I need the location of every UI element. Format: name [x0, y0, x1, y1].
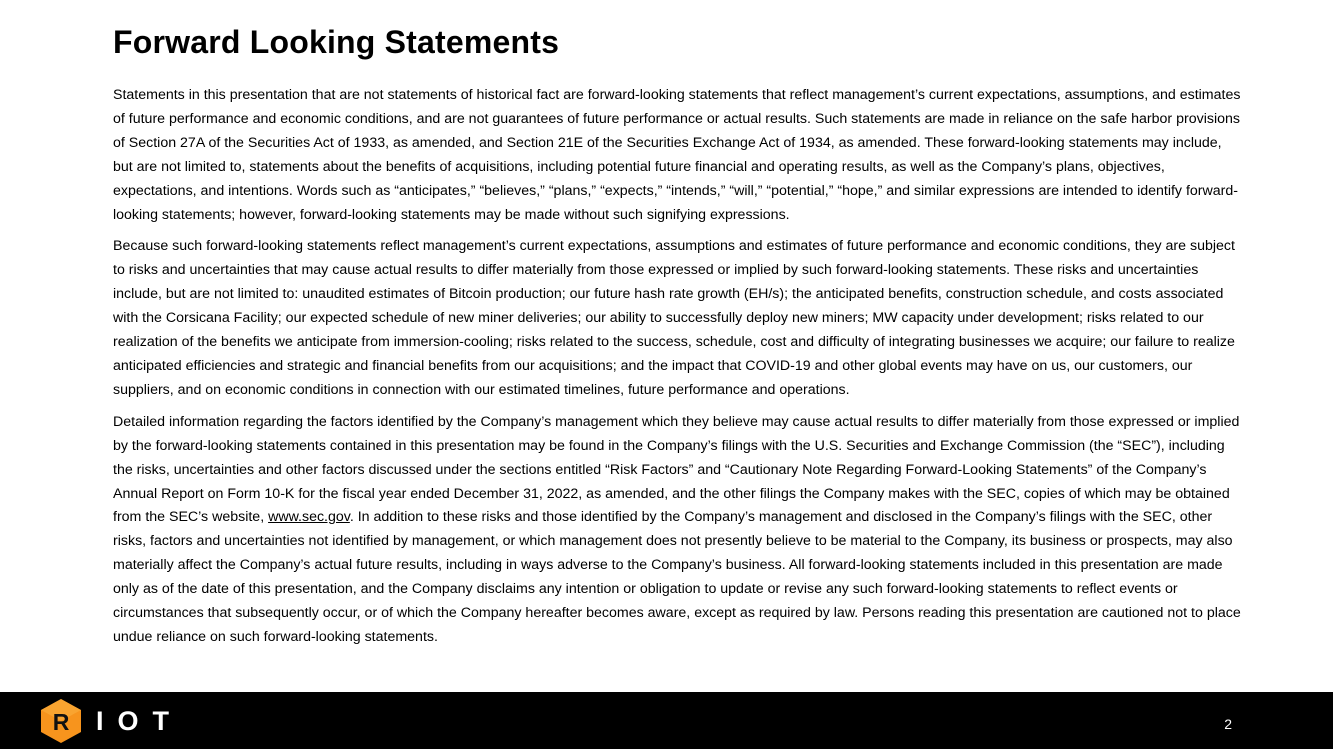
paragraph-2: Because such forward-looking statements reflect management’s current expectations, assumptions and estimates of future performance and economic conditions, they are subject to risks and uncertainties that may cause actual results to differ materially from those expressed or implied by such forward-looking statements. These risks and uncertainties include, but are not limited to: unaudited estimates of Bitcoin production; our future hash rate growth (EH/s); the anticipated benefits, construction schedule, and costs associated with the Corsicana Facility; our expected schedule of new miner deliveries; our ability to successfully deploy new miners; MW capacity under development; risks related to our realization of the benefits we anticipate from immersion-cooling; risks related to the success, schedule, cost and difficulty of integrating businesses we acquire; our failure to realize anticipated efficiencies and strategic and financial benefits from our acquisitions; and the impact that COVID-19 and other global events may have on us, our customers, our suppliers, and on economic conditions in connection with our estimated timelines, future performance and operations. [113, 238, 1235, 398]
riot-logo [40, 698, 183, 744]
riot-hexagon-logo-icon [40, 698, 82, 744]
footer-bar [0, 692, 1333, 749]
paragraph-1: Statements in this presentation that are not statements of historical fact are forward-looking statements that reflect management’s current expectations, assumptions, and estimates of future performance and economic conditions, and are not guarantees of future performance or actual results. Such statements are made in reliance on the safe harbor provisions of Section 27A of the Securities Act of 1933, as amended, and Section 21E of the Securities Exchange Act of 1934, as amended. These forward-looking statements may include, but are not limited to, statements about the benefits of acquisitions, including potential future financial and operating results, as well as the Company’s plans, objectives, expectations, and intentions. Words such as “anticipates,” “believes,” “plans,” “expects,” “intends,” “will,” “potential,” “hope,” and similar expressions are intended to identify forward-looking statements; however, forward-looking statements may be made without such signifying expressions. [113, 87, 1241, 223]
sec-website-link[interactable]: www.sec.gov [268, 509, 350, 526]
slide-title: Forward Looking Statements [113, 24, 560, 60]
paragraph-3 [113, 411, 1243, 650]
logo-wordmark: IOT [96, 706, 183, 736]
page-number: 2 [1224, 716, 1232, 732]
paragraph-3-text-after: . In addition to these risks and those identified by the Company’s management and disclosed in the Company’s filings with the SEC, other risks, factors and uncertainties not identified by management, or which management does not presently believe to be material to the Company, its business or prospects, may also materially affect the Company’s actual future results, including in ways adverse to the Company’s business. All forward-looking statements included in this presentation are made only as of the date of this presentation, and the Company disclaims any intention or obligation to update or revise any such forward-looking statements to reflect events or circumstances that subsequently occur, or of which the Company hereafter becomes aware, except as required by law. Persons reading this presentation are cautioned not to place undue reliance on such forward-looking statements. [113, 509, 1241, 645]
logo-letter: R [52, 709, 70, 735]
paragraph-3-text-before: Detailed information regarding the factors identified by the Company’s management which they believe may cause actual results to differ materially from those expressed or implied by the forward-looking statements contained in this presentation may be found in the Company’s filings with the U.S. Securities and Exchange Commission (the “SEC”), including the risks, uncertainties and other factors discussed under the sections entitled “Risk Factors” and “Cautionary Note Regarding Forward-Looking Statements” of the Company’s Annual Report on Form 10-K for the fiscal year ended December 31, 2022, as amended, and the other filings the Company makes with the SEC, copies of which may be obtained from the SEC’s website, [113, 413, 1240, 526]
statement-body [113, 84, 1243, 658]
